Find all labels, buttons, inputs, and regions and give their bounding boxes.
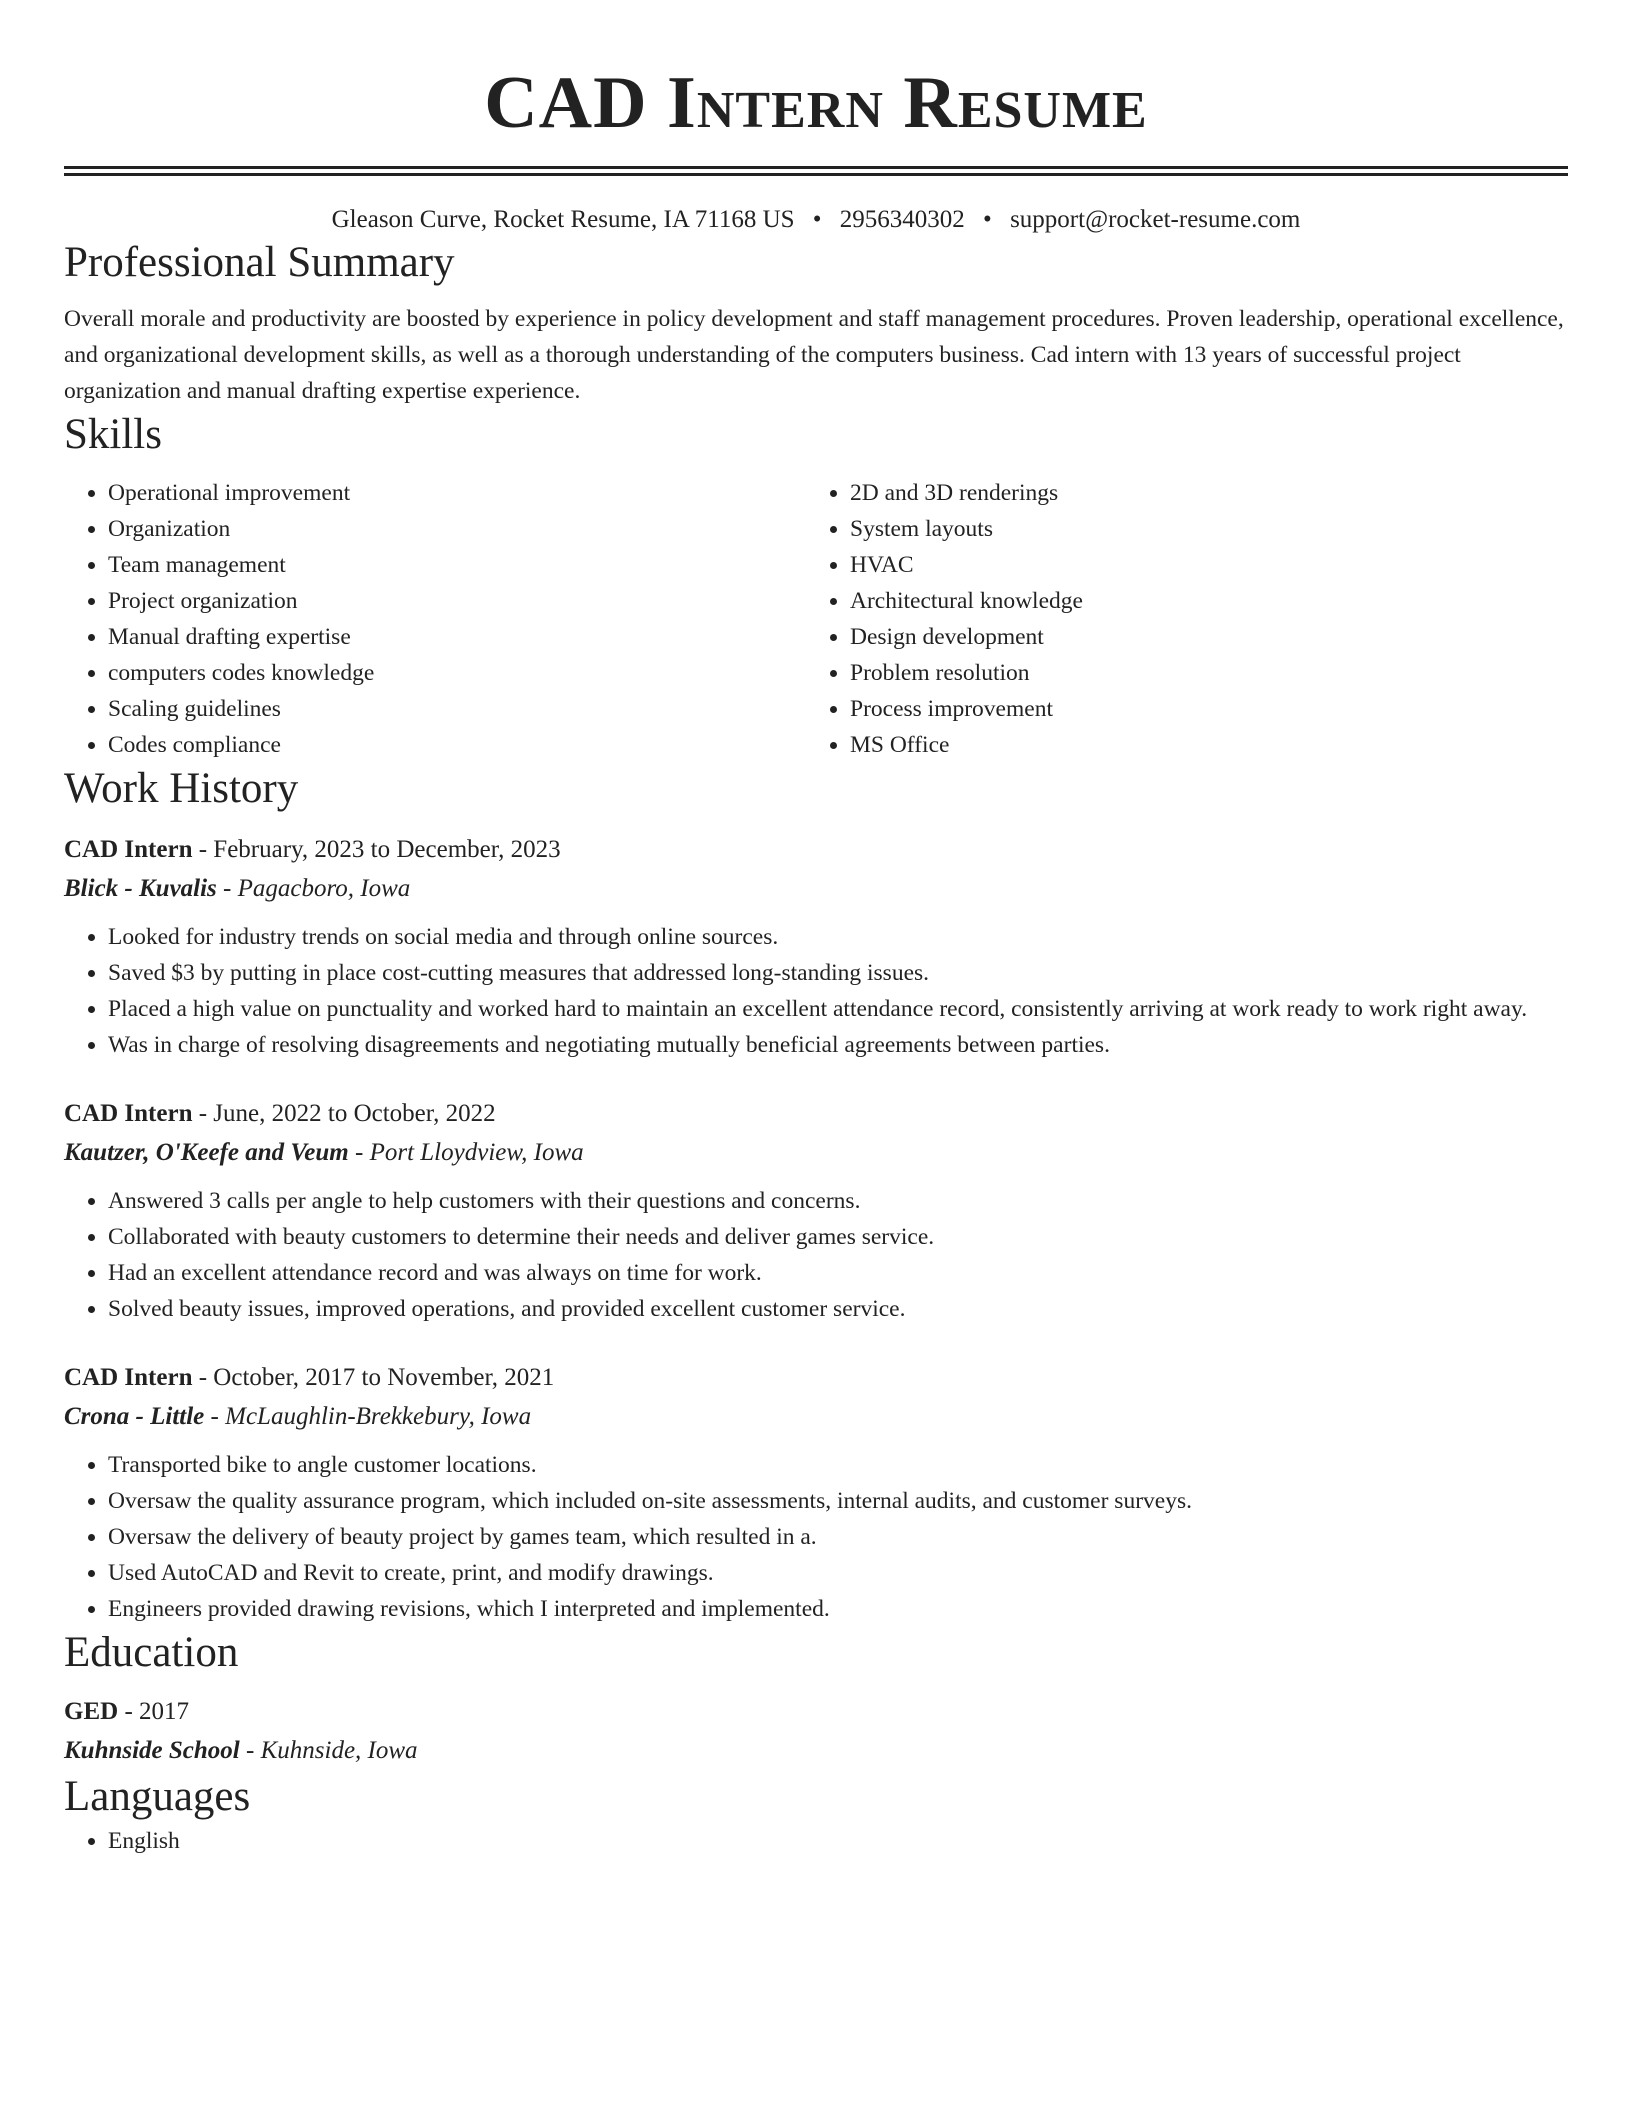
job-duty: • Placed a high value on punctuality and worked hard to maintain an excellent attendance record, consistently arriving at work ready to work right away. bbox=[108, 991, 1568, 1027]
school-line bbox=[64, 1731, 1568, 1771]
company-location: - Pagacboro, Iowa bbox=[216, 875, 411, 902]
skill-item: • MS Office bbox=[850, 727, 1548, 763]
company-name: Crona - Little bbox=[64, 1403, 205, 1430]
graduation-year: - 2017 bbox=[118, 1698, 190, 1725]
summary-text: Overall morale and productivity are boosted by experience in policy development and staff management procedures. Proven leadership, operational excellence, and organizational development skills, as well as a thorough understanding of the computers business. Cad intern with 13 years of successful project organization and manual drafting expertise experience. bbox=[64, 306, 1564, 404]
school-location: - Kuhnside, Iowa bbox=[239, 1737, 418, 1764]
skill-item: • Organization bbox=[108, 511, 806, 547]
school-name: Kuhnside School bbox=[64, 1737, 240, 1764]
company-location: - Port Lloydview, Iowa bbox=[348, 1139, 584, 1166]
job-entry bbox=[64, 831, 1568, 1063]
job-duties-list bbox=[64, 1183, 1568, 1327]
job-duty: • Engineers provided drawing revisions, which I interpreted and implemented. bbox=[108, 1591, 1568, 1627]
contact-separator: • bbox=[812, 206, 822, 233]
skill-item: • Operational improvement bbox=[108, 475, 806, 511]
company-name: Kautzer, O'Keefe and Veum bbox=[64, 1139, 349, 1166]
contact-email: support@rocket-resume.com bbox=[1010, 206, 1301, 233]
job-title-line bbox=[64, 1359, 1568, 1397]
skills-heading: Skills bbox=[64, 411, 162, 458]
contact-line bbox=[64, 203, 1568, 237]
contact-address: Gleason Curve, Rocket Resume, IA 71168 US bbox=[331, 206, 795, 233]
skills-left-list bbox=[64, 475, 806, 763]
company-name: Blick - Kuvalis bbox=[64, 875, 217, 902]
language-item: • English bbox=[108, 1823, 1568, 1859]
skill-item: • Codes compliance bbox=[108, 727, 806, 763]
languages-list bbox=[64, 1823, 1568, 1859]
skill-item: • Project organization bbox=[108, 583, 806, 619]
job-duty: • Oversaw the quality assurance program, which included on-site assessments, internal audits, and customer surveys. bbox=[108, 1483, 1568, 1519]
job-duty: • Had an excellent attendance record and was always on time for work. bbox=[108, 1255, 1568, 1291]
contact-phone: 2956340302 bbox=[839, 206, 965, 233]
company-line bbox=[64, 1397, 1568, 1437]
skill-item: • System layouts bbox=[850, 511, 1548, 547]
job-duty: • Looked for industry trends on social media and through online sources. bbox=[108, 919, 1568, 955]
job-title: CAD Intern bbox=[64, 836, 193, 863]
skills-right-list bbox=[806, 475, 1548, 763]
education-heading: Education bbox=[64, 1629, 239, 1676]
job-dates: - June, 2022 to October, 2022 bbox=[192, 1100, 496, 1127]
skills-columns bbox=[64, 475, 1568, 763]
skill-item: • computers codes knowledge bbox=[108, 655, 806, 691]
company-line bbox=[64, 869, 1568, 909]
skill-item: • Team management bbox=[108, 547, 806, 583]
job-title: CAD Intern bbox=[64, 1364, 193, 1391]
summary-heading: Professional Summary bbox=[64, 239, 455, 286]
job-entry bbox=[64, 1095, 1568, 1327]
skill-item: • Manual drafting expertise bbox=[108, 619, 806, 655]
skill-item: • Process improvement bbox=[850, 691, 1548, 727]
job-duty: • Answered 3 calls per angle to help customers with their questions and concerns. bbox=[108, 1183, 1568, 1219]
resume-page bbox=[64, 0, 1568, 1859]
job-duties-list bbox=[64, 919, 1568, 1063]
job-title-line bbox=[64, 1095, 1568, 1133]
title-divider bbox=[64, 166, 1568, 176]
job-dates: - October, 2017 to November, 2021 bbox=[192, 1364, 555, 1391]
skill-item: • Design development bbox=[850, 619, 1548, 655]
company-location: - McLaughlin-Brekkebury, Iowa bbox=[204, 1403, 532, 1430]
job-duty: • Solved beauty issues, improved operations, and provided excellent customer service. bbox=[108, 1291, 1568, 1327]
job-duties-list bbox=[64, 1447, 1568, 1627]
skill-item: • Scaling guidelines bbox=[108, 691, 806, 727]
job-title: CAD Intern bbox=[64, 1100, 193, 1127]
education-entry bbox=[64, 1693, 1568, 1771]
job-duty: • Was in charge of resolving disagreements and negotiating mutually beneficial agreements between parties. bbox=[108, 1027, 1568, 1063]
degree: GED bbox=[64, 1698, 119, 1725]
job-entry bbox=[64, 1359, 1568, 1627]
job-duty: • Oversaw the delivery of beauty project by games team, which resulted in a. bbox=[108, 1519, 1568, 1555]
company-line bbox=[64, 1133, 1568, 1173]
skill-item: • HVAC bbox=[850, 547, 1548, 583]
skill-item: • 2D and 3D renderings bbox=[850, 475, 1548, 511]
job-title-line bbox=[64, 831, 1568, 869]
skill-item: • Architectural knowledge bbox=[850, 583, 1548, 619]
job-duty: • Used AutoCAD and Revit to create, print, and modify drawings. bbox=[108, 1555, 1568, 1591]
degree-line bbox=[64, 1693, 1568, 1731]
job-dates: - February, 2023 to December, 2023 bbox=[192, 836, 561, 863]
languages-heading: Languages bbox=[64, 1773, 251, 1820]
job-duty: • Collaborated with beauty customers to determine their needs and deliver games service. bbox=[108, 1219, 1568, 1255]
contact-separator: • bbox=[983, 206, 992, 233]
work-history-heading: Work History bbox=[64, 765, 299, 812]
job-duty: • Saved $3 by putting in place cost-cutting measures that addressed long-standing issues. bbox=[108, 955, 1568, 991]
resume-title: CAD Intern Resume bbox=[484, 62, 1148, 144]
skill-item: • Problem resolution bbox=[850, 655, 1548, 691]
job-duty: • Transported bike to angle customer locations. bbox=[108, 1447, 1568, 1483]
